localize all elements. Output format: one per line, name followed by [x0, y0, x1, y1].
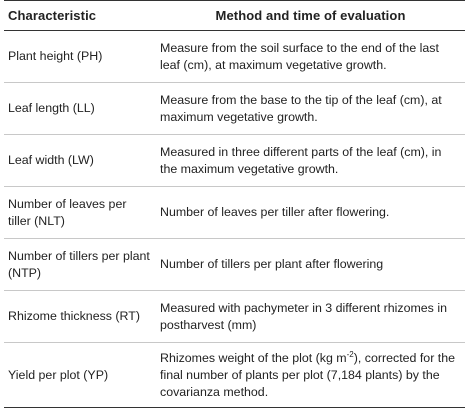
characteristic-cell: Number of leaves per tiller (NLT) — [4, 187, 156, 239]
table-row — [4, 135, 465, 187]
method-cell — [156, 343, 465, 408]
characteristic-cell: Rhizome thickness (RT) — [4, 291, 156, 343]
header-row — [4, 1, 465, 31]
method-text-post: ), corrected for the final number of plants per plot (7,184 plants) by the covarianza method. — [160, 350, 455, 399]
characteristic-cell: Leaf width (LW) — [4, 135, 156, 187]
method-cell: Measure from the soil surface to the end of the last leaf (cm), at maximum vegetative growth. — [156, 31, 465, 83]
table-header — [4, 1, 465, 31]
method-cell: Measure from the base to the tip of the leaf (cm), at maximum vegetative growth. — [156, 83, 465, 135]
method-cell: Measured in three different parts of the leaf (cm), in the maximum vegetative growth. — [156, 135, 465, 187]
table-row — [4, 31, 465, 83]
method-cell: Measured with pachymeter in 3 different rhizomes in postharvest (mm) — [156, 291, 465, 343]
method-cell: Number of tillers per plant after flowering — [156, 239, 465, 291]
table-row — [4, 83, 465, 135]
table-row — [4, 187, 465, 239]
characteristic-cell: Number of tillers per plant (NTP) — [4, 239, 156, 291]
evaluation-methods-table — [4, 0, 465, 408]
method-text-pre: Rhizomes weight of the plot (kg m — [160, 350, 347, 365]
table-row — [4, 343, 465, 408]
characteristic-cell: Plant height (PH) — [4, 31, 156, 83]
table-row — [4, 239, 465, 291]
method-cell: Number of leaves per tiller after flowering. — [156, 187, 465, 239]
characteristic-cell: Leaf length (LL) — [4, 83, 156, 135]
unit-exponent: -2 — [346, 349, 354, 359]
table-body — [4, 31, 465, 408]
table-row — [4, 291, 465, 343]
header-method: Method and time of evaluation — [156, 1, 465, 31]
characteristic-cell: Yield per plot (YP) — [4, 343, 156, 408]
header-characteristic: Characteristic — [4, 1, 156, 31]
